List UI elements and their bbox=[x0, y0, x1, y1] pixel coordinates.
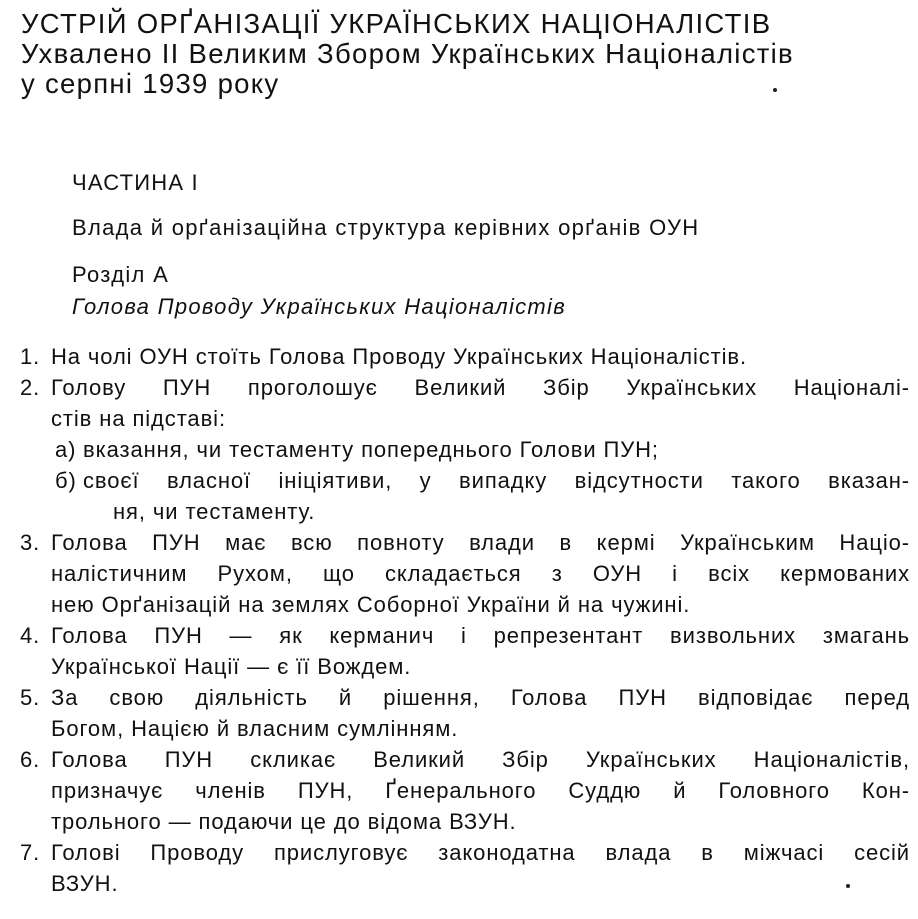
subitem-line: своєї власної ініціятиви, у випадку відсутности такого вказан- bbox=[83, 468, 910, 493]
article-line: Голова ПУН скликає Великий Збір Українських Націоналістів, bbox=[51, 747, 910, 772]
article-4 bbox=[20, 620, 910, 682]
article-line: За свою діяльність й рішення, Голова ПУН відповідає перед bbox=[51, 685, 910, 710]
article-5 bbox=[20, 682, 910, 744]
article-line: Голова ПУН має всю повноту влади в кермі Українським Націо- bbox=[51, 530, 910, 555]
article-line: трольного — подаючи це до відома ВЗУН. bbox=[51, 809, 517, 834]
subitem-label: б) bbox=[55, 468, 77, 493]
article-line: Голову ПУН проголошує Великий Збір Українських Націоналі- bbox=[51, 375, 910, 400]
section-title: Голова Проводу Українських Націоналістів bbox=[72, 294, 567, 319]
document-header bbox=[21, 9, 794, 99]
print-speck bbox=[773, 88, 777, 92]
article-number: 6. bbox=[20, 747, 41, 772]
article-number: 7. bbox=[20, 840, 41, 865]
article-6 bbox=[20, 744, 910, 837]
article-line: нею Орґанізацій на землях Соборної України й на чужині. bbox=[51, 592, 691, 617]
subitem-line: ня, чи тестаменту. bbox=[113, 499, 316, 524]
article-line: Голова ПУН — як керманич і репрезентант визвольних змагань bbox=[51, 623, 910, 648]
subitem-b bbox=[51, 465, 910, 527]
article-number: 5. bbox=[20, 685, 41, 710]
article-line: Української Нації — є її Вождем. bbox=[51, 654, 412, 679]
article-line: призначує членів ПУН, Ґенерального Суддю й Головного Кон- bbox=[51, 778, 910, 803]
article-1 bbox=[20, 341, 910, 372]
article-line: налістичним Рухом, що складається з ОУН і всіх кермованих bbox=[51, 561, 910, 586]
subitem-line: вказання, чи тестаменту попереднього Голови ПУН; bbox=[83, 437, 659, 462]
articles-list bbox=[20, 341, 910, 899]
article-line: Богом, Нацією й власним сумлінням. bbox=[51, 716, 459, 741]
article-number: 3. bbox=[20, 530, 41, 555]
article-line: стів на підставі: bbox=[51, 406, 226, 431]
part-label: ЧАСТИНА І bbox=[72, 170, 199, 195]
article-2 bbox=[20, 372, 910, 527]
document-subtitle: Ухвалено II Великим Збором Українських Націоналістів bbox=[21, 38, 794, 69]
article-line: ВЗУН. bbox=[51, 871, 119, 896]
part-title: Влада й орґанізаційна структура керівних орґанів ОУН bbox=[72, 215, 700, 240]
section-label: Розділ А bbox=[72, 262, 170, 287]
article-3 bbox=[20, 527, 910, 620]
article-line: На чолі ОУН стоїть Голова Проводу Українських Націоналістів. bbox=[51, 344, 747, 369]
article-7 bbox=[20, 837, 910, 899]
document-date: у серпні 1939 року bbox=[21, 68, 280, 99]
print-speck bbox=[846, 884, 850, 888]
article-line: Голові Проводу прислуговує законодатна влада в міжчасі сесій bbox=[51, 840, 910, 865]
subitem-a bbox=[51, 434, 910, 465]
subitem-label: а) bbox=[55, 437, 77, 462]
article-number: 1. bbox=[20, 344, 41, 369]
article-number: 2. bbox=[20, 375, 41, 400]
article-number: 4. bbox=[20, 623, 41, 648]
document-title: УСТРІЙ ОРҐАНІЗАЦІЇ УКРАЇНСЬКИХ НАЦІОНАЛІСТІВ bbox=[21, 8, 772, 39]
